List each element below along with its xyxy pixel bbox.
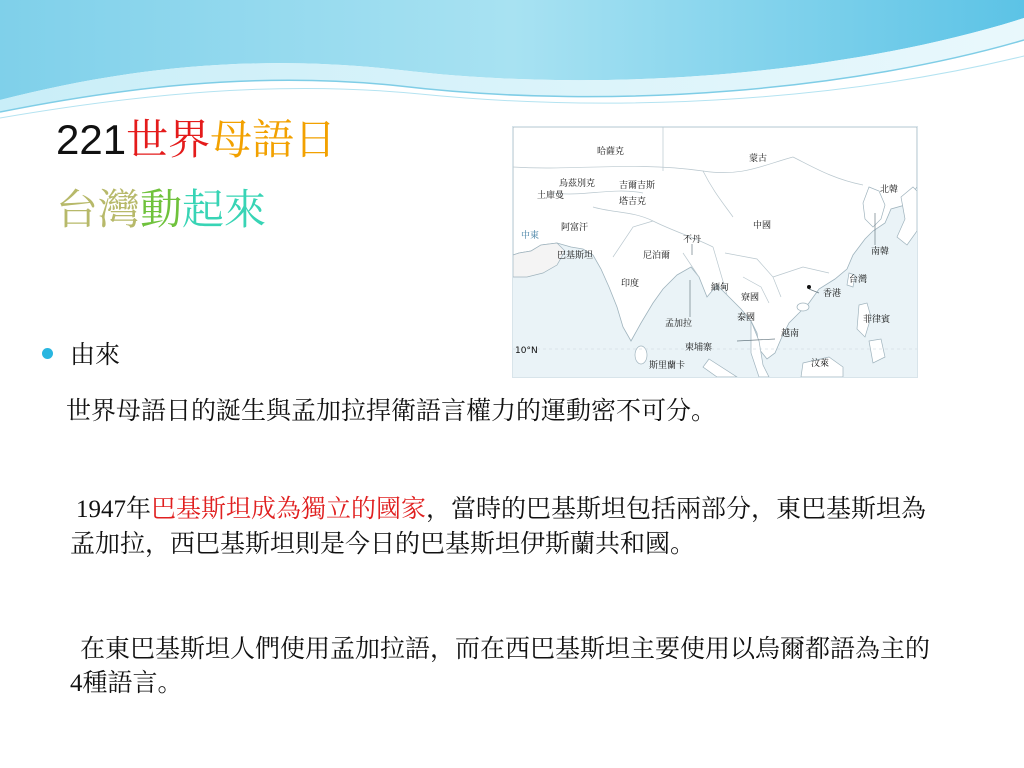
- paragraph-3-number: 4: [70, 670, 83, 697]
- map-label-tajikistan: 塔吉克: [619, 197, 647, 207]
- map-label-china: 中國: [753, 221, 772, 231]
- map-label-middle-east: 中東: [521, 231, 540, 241]
- paragraph-2-year-suffix: 年: [126, 494, 152, 523]
- map-label-bangladesh: 孟加拉: [665, 319, 693, 329]
- asia-map: [512, 126, 918, 378]
- paragraph-3-end: 種語言。: [82, 668, 183, 697]
- map-label-nepal: 尼泊爾: [643, 251, 671, 261]
- map-label-kyrgyzstan: 吉爾吉斯: [619, 181, 656, 191]
- paragraph-3: [70, 632, 934, 701]
- title-line2-b: 動: [140, 185, 183, 234]
- paragraph-2-highlight: 巴基斯坦成為獨立的國家: [151, 494, 427, 523]
- title-part1: 世界: [126, 115, 211, 164]
- map-label-cambodia: 柬埔寨: [685, 343, 713, 353]
- map-label-hong-kong: 香港: [823, 289, 842, 299]
- map-label-afghanistan: 阿富汗: [561, 223, 589, 233]
- map-label-bhutan: 不丹: [683, 235, 702, 245]
- map-label-philippines: 菲律賓: [863, 315, 891, 325]
- paragraph-3-start: 在東巴基斯坦人們使用孟加拉語，而在西巴基斯坦主要使用以烏爾都語為主的: [80, 634, 931, 663]
- map-label-sri-lanka: 斯里蘭卡: [649, 361, 686, 371]
- paragraph-2-rest: ，當時的巴基斯坦包括兩部分，東巴基斯坦為孟加拉，西巴基斯坦則是今日的巴基斯坦伊斯蘭共和國。: [70, 494, 927, 558]
- map-label-malaysia: 汶萊: [811, 359, 830, 369]
- map-label-india: 印度: [621, 279, 640, 289]
- map-label-thailand: 泰國: [737, 313, 756, 323]
- map-label-taiwan: 台灣: [849, 275, 868, 285]
- title-line2-c: 起來: [182, 185, 267, 234]
- map-label-south-korea: 南韓: [871, 247, 890, 257]
- bullet-heading: 由來: [70, 340, 121, 369]
- map-label-uzbekistan: 烏茲別克: [559, 179, 596, 189]
- map-label-turkmenistan: 土庫曼: [537, 191, 565, 201]
- title-part2: 母語日: [210, 115, 337, 164]
- paragraph-1: 世界母語日的誕生與孟加拉捍衛語言權力的運動密不可分。: [66, 396, 717, 425]
- slide-title-line1: [56, 112, 336, 168]
- map-label-kazakhstan: 哈薩克: [597, 147, 625, 157]
- map-label-laos: 寮國: [741, 293, 760, 303]
- bullet-icon: [42, 348, 53, 359]
- map-label-vietnam: 越南: [781, 329, 800, 339]
- title-line2-a: 台灣: [56, 185, 141, 234]
- map-label-north-korea: 北韓: [880, 185, 899, 195]
- paragraph-2-year: 1947: [76, 496, 126, 523]
- map-label-latitude: 10°N: [515, 346, 538, 356]
- title-number: 221: [56, 116, 127, 163]
- map-label-myanmar: 緬甸: [711, 283, 730, 293]
- map-label-mongolia: 蒙古: [749, 154, 768, 164]
- map-label-pakistan: 巴基斯坦: [557, 251, 594, 261]
- header-wave-decoration: [0, 0, 1024, 130]
- slide-title-line2: [56, 182, 266, 238]
- paragraph-2: [70, 492, 928, 561]
